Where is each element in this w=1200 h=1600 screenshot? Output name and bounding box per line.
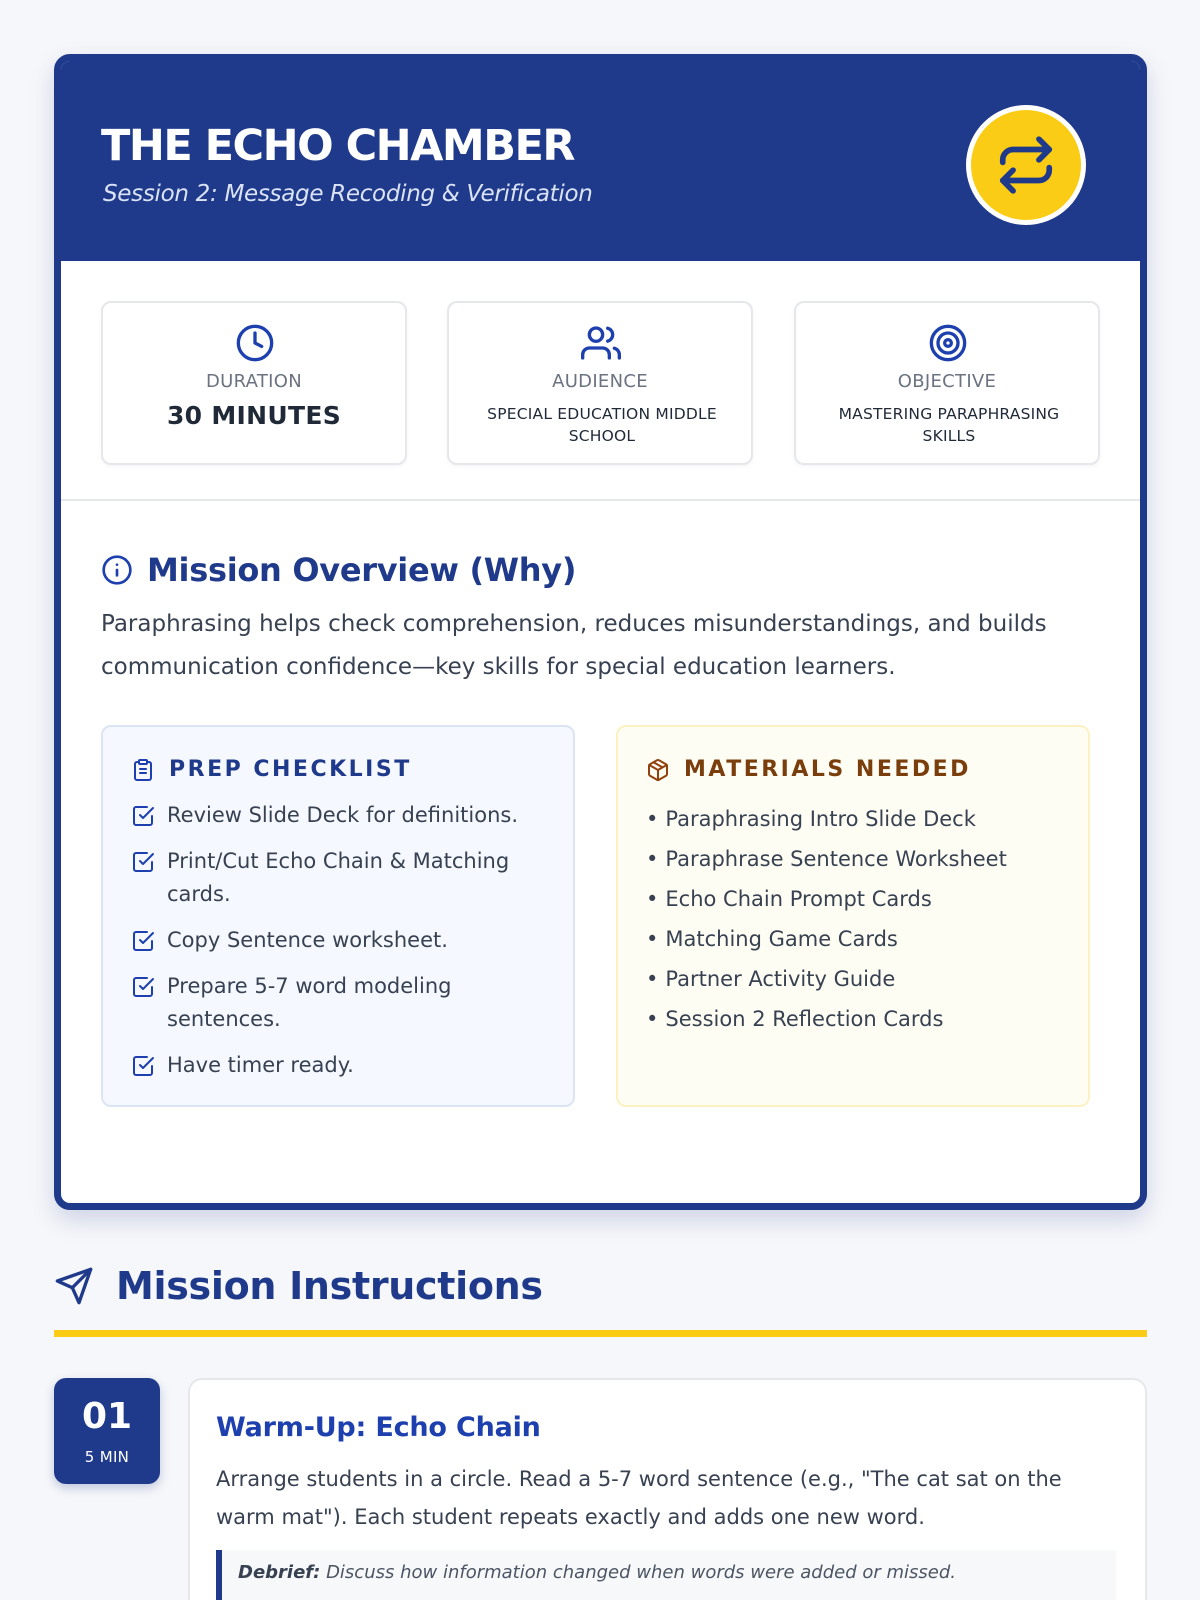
stat-objective bbox=[794, 301, 1100, 465]
debrief-text: Discuss how information changed when words were added or missed. bbox=[326, 1562, 957, 1583]
session-card bbox=[54, 54, 1147, 1210]
prep-title: PREP CHECKLIST bbox=[169, 757, 412, 782]
checkbox-checked-icon bbox=[131, 975, 155, 999]
list-item: • Paraphrasing Intro Slide Deck bbox=[646, 799, 1076, 839]
list-item bbox=[131, 799, 551, 832]
list-item-text: Review Slide Deck for definitions. bbox=[167, 803, 519, 827]
list-item-text: Have timer ready. bbox=[167, 1053, 354, 1077]
stat-value: SPECIAL EDUCATION MIDDLE SCHOOL bbox=[487, 405, 717, 445]
clock-icon bbox=[235, 323, 275, 363]
step-card bbox=[188, 1378, 1147, 1600]
instructions-title: Mission Instructions bbox=[116, 1264, 543, 1308]
prep-heading bbox=[131, 757, 412, 782]
overview-heading bbox=[101, 551, 576, 589]
list-item: • Echo Chain Prompt Cards bbox=[646, 879, 1076, 919]
stat-label: DURATION bbox=[205, 371, 303, 392]
debrief-label: Debrief: bbox=[238, 1562, 321, 1583]
step-description: Arrange students in a circle. Read a 5-7 word sentence (e.g., "The cat sat on the warm mat"). Each student repeats exactly and adds one new word. bbox=[216, 1467, 1062, 1529]
step-time: 5 MIN bbox=[84, 1448, 130, 1466]
list-item: • Partner Activity Guide bbox=[646, 959, 1076, 999]
materials-needed bbox=[616, 725, 1090, 1107]
list-item bbox=[131, 845, 551, 911]
list-item: • Session 2 Reflection Cards bbox=[646, 999, 1076, 1039]
list-item: • Matching Game Cards bbox=[646, 919, 1076, 959]
stat-audience bbox=[447, 301, 753, 465]
instructions-heading bbox=[54, 1264, 543, 1308]
list-item bbox=[131, 924, 551, 957]
info-icon bbox=[101, 554, 133, 586]
target-icon bbox=[928, 323, 968, 363]
list-item bbox=[131, 970, 551, 1036]
list-item-text: Copy Sentence worksheet. bbox=[167, 928, 448, 952]
page-subtitle: Session 2: Message Recoding & Verification bbox=[103, 181, 593, 207]
checkbox-checked-icon bbox=[131, 1054, 155, 1078]
materials-list bbox=[646, 799, 1076, 1039]
checkbox-checked-icon bbox=[131, 850, 155, 874]
overview-text: Paraphrasing helps check comprehension, reduces misunderstandings, and builds communication confidence—key skills for special education learners. bbox=[101, 611, 1047, 680]
list-item: • Paraphrase Sentence Worksheet bbox=[646, 839, 1076, 879]
users-icon bbox=[581, 323, 621, 363]
overview-title: Mission Overview (Why) bbox=[147, 551, 577, 589]
session-header bbox=[61, 61, 1140, 261]
instructions-divider bbox=[54, 1330, 1147, 1337]
stat-label: AUDIENCE bbox=[552, 371, 648, 392]
stat-value: MASTERING PARAPHRASING SKILLS bbox=[838, 405, 1060, 445]
session-badge bbox=[966, 105, 1086, 225]
step-title: Warm-Up: Echo Chain bbox=[216, 1412, 541, 1443]
package-icon bbox=[646, 758, 670, 782]
session-stats bbox=[61, 261, 1140, 501]
page-title: THE ECHO CHAMBER bbox=[101, 121, 574, 171]
step-debrief bbox=[216, 1550, 1116, 1600]
clipboard-icon bbox=[131, 758, 155, 782]
stat-duration bbox=[101, 301, 407, 465]
list-item bbox=[131, 1049, 551, 1082]
list-item-text: Prepare 5-7 word modeling sentences. bbox=[167, 974, 452, 1031]
materials-heading bbox=[646, 757, 971, 782]
prep-checklist bbox=[101, 725, 575, 1107]
materials-title: MATERIALS NEEDED bbox=[684, 757, 971, 782]
checkbox-checked-icon bbox=[131, 804, 155, 828]
step-badge bbox=[54, 1378, 160, 1484]
list-item-text: Print/Cut Echo Chain & Matching cards. bbox=[167, 849, 510, 906]
repeat-icon bbox=[995, 134, 1057, 196]
navigation-icon bbox=[54, 1266, 94, 1306]
prep-list bbox=[131, 799, 551, 1095]
stat-value: 30 MINUTES bbox=[166, 401, 342, 430]
stat-label: OBJECTIVE bbox=[897, 371, 997, 392]
checkbox-checked-icon bbox=[131, 929, 155, 953]
step-number: 01 bbox=[81, 1396, 133, 1437]
